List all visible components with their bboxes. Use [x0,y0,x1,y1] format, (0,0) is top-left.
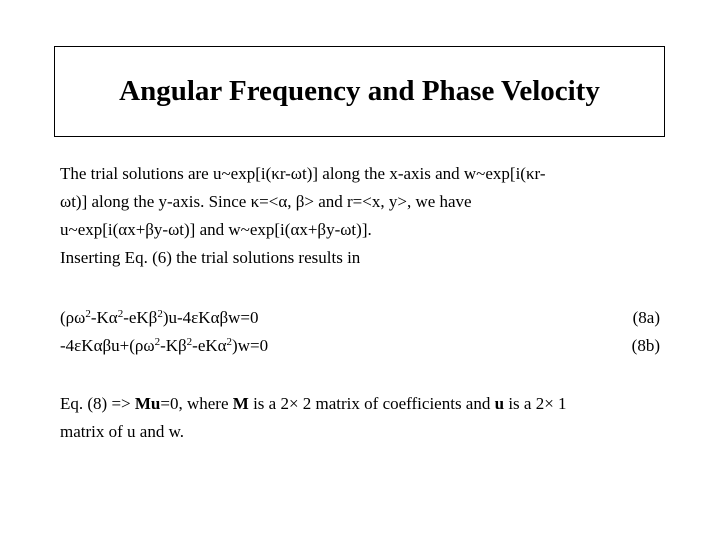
intro-paragraph [60,160,670,272]
slide-title: Angular Frequency and Phase Velocity [119,75,600,107]
intro-line-4: Inserting Eq. (6) the trial solutions results in [60,248,361,267]
equation-8a-label: (8a) [632,308,660,327]
conclusion-line-1: Eq. (8) => Mu=0, where M is a 2× 2 matrix of coefficients and u is a 2× 1 [60,394,567,413]
intro-line-1: The trial solutions are u~exp[i(κr-ωt)] along the x-axis and w~exp[i(κr- [60,164,546,183]
equation-8a [60,304,660,332]
equation-block [60,304,660,360]
equation-8a-body: $(\rho\omega^2-K\alpha^2-eK\beta^2)u-4\varepsilon K\alpha\beta w=0$ [60,308,259,327]
title-box [54,46,665,137]
conclusion-line-2: matrix of u and w. [60,422,185,441]
equation-8b [60,332,660,360]
equation-8b-label: (8b) [631,336,660,355]
intro-line-3: u~exp[i(αx+βy-ωt)] and w~exp[i(αx+βy-ωt)]. [60,220,372,239]
conclusion-paragraph [60,390,670,446]
equation-8b-body: $-4\varepsilon K\alpha\beta u+(\rho\omega^2-K\beta^2-eK\alpha^2)w=0$ [60,336,269,355]
intro-line-2: ωt)] along the y-axis. Since κ=<α, β> and r=<x, y>, we have [60,192,472,211]
